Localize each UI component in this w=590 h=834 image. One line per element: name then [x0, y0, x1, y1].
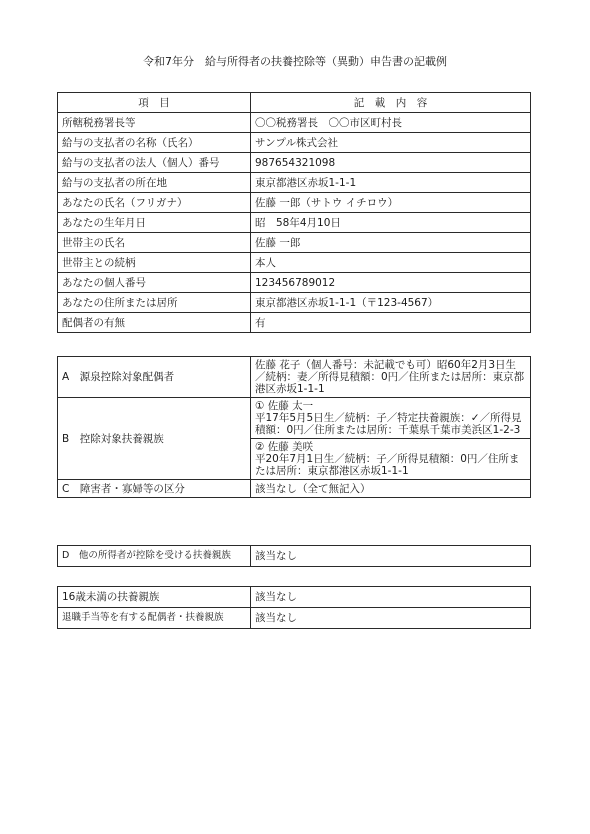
child1-detail-post: ／所得見積額：0円／住所または居所：千葉県千葉市美浜区1-2-3 — [255, 412, 522, 436]
row-value: 佐藤 一郎 — [251, 233, 531, 253]
header-item: 項 目 — [58, 93, 251, 113]
row-value: 昭 58年4月10日 — [251, 213, 531, 233]
row-label: あなたの住所または居所 — [58, 293, 251, 313]
child1-detail-pre: 平17年5月5日生／続柄：子／特定扶養親族： — [255, 412, 471, 424]
row-label: あなたの生年月日 — [58, 213, 251, 233]
child1-name: ① 佐藤 太一 — [255, 400, 314, 412]
disability-value: 該当なし（全て無記入） — [251, 480, 531, 498]
table-header-row — [58, 93, 531, 113]
under16-value: 該当なし — [251, 587, 531, 608]
basic-info-table — [57, 92, 531, 333]
child2-name: ② 佐藤 美咲 — [255, 441, 314, 453]
disability-label: C 障害者・寡婦等の区分 — [58, 480, 251, 498]
other-earner-value: 該当なし — [251, 546, 531, 567]
table-row — [58, 113, 531, 133]
spouse-value: 佐藤 花子（個人番号：未記載でも可）昭60年2月3日生／続柄：妻／所得見積額：0円／住所または居所：東京都港区赤坂1-1-1 — [251, 357, 531, 398]
row-value: 987654321098 — [251, 153, 531, 173]
table-row — [58, 587, 531, 608]
table-row — [58, 213, 531, 233]
row-value: 本人 — [251, 253, 531, 273]
row-label: 給与の支払者の名称（氏名） — [58, 133, 251, 153]
retirement-value: 該当なし — [251, 608, 531, 629]
dependent-child2 — [251, 439, 531, 480]
table-row — [58, 273, 531, 293]
row-label: あなたの個人番号 — [58, 273, 251, 293]
child2-detail: 平20年7月1日生／続柄：子／所得見積額：0円／住所または居所：東京都港区赤坂1-1-1 — [255, 453, 520, 477]
header-content: 記 載 内 容 — [251, 93, 531, 113]
check-icon: ✓ — [470, 412, 480, 424]
row-value: 東京都港区赤坂1-1-1 — [251, 173, 531, 193]
row-value: 東京都港区赤坂1-1-1（〒123-4567） — [251, 293, 531, 313]
retirement-label: 退職手当等を有する配偶者・扶養親族 — [58, 608, 251, 629]
table-row-spouse — [58, 357, 531, 398]
page-title: 令和7年分 給与所得者の扶養控除等（異動）申告書の記載例 — [143, 55, 447, 68]
table-row — [58, 153, 531, 173]
misc-dependents-table — [57, 586, 531, 629]
dependent-child1 — [251, 398, 531, 439]
table-row — [58, 313, 531, 333]
row-value: 佐藤 一郎（サトウ イチロウ） — [251, 193, 531, 213]
row-label: 給与の支払者の法人（個人）番号 — [58, 153, 251, 173]
row-label: あなたの氏名（フリガナ） — [58, 193, 251, 213]
row-label: 世帯主の氏名 — [58, 233, 251, 253]
row-value: 有 — [251, 313, 531, 333]
row-label: 所轄税務署長等 — [58, 113, 251, 133]
row-value: 123456789012 — [251, 273, 531, 293]
row-value: 〇〇税務署長 〇〇市区町村長 — [251, 113, 531, 133]
table-row — [58, 193, 531, 213]
other-earner-label: D 他の所得者が控除を受ける扶養親族 — [58, 546, 251, 567]
table-row — [58, 546, 531, 567]
spouse-label: A 源泉控除対象配偶者 — [58, 357, 251, 398]
row-value: サンプル株式会社 — [251, 133, 531, 153]
row-label: 給与の支払者の所在地 — [58, 173, 251, 193]
table-row-dependent-child1 — [58, 398, 531, 439]
table-row — [58, 133, 531, 153]
dependents-label: B 控除対象扶養親族 — [58, 398, 251, 480]
under16-label: 16歳未満の扶養親族 — [58, 587, 251, 608]
dependents-table — [57, 356, 531, 498]
table-row — [58, 233, 531, 253]
row-label: 世帯主との続柄 — [58, 253, 251, 273]
table-row — [58, 293, 531, 313]
other-earner-table — [57, 545, 531, 567]
table-row-disability — [58, 480, 531, 498]
table-row — [58, 173, 531, 193]
table-row — [58, 253, 531, 273]
table-row — [58, 608, 531, 629]
row-label: 配偶者の有無 — [58, 313, 251, 333]
